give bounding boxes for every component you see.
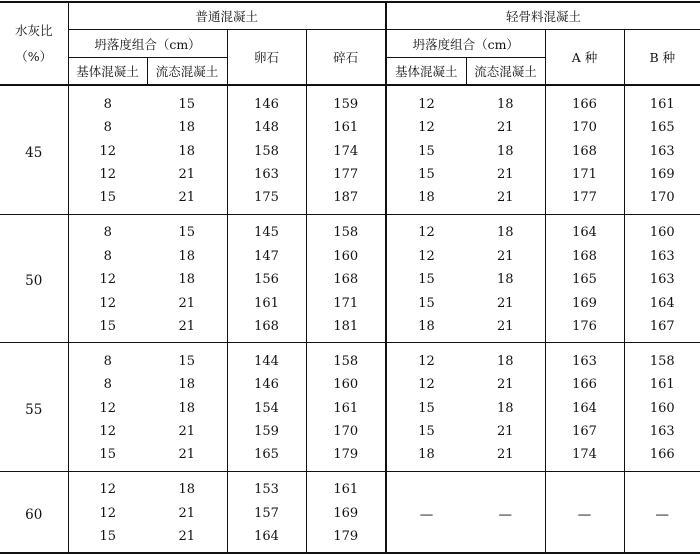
flow-slump-cell: 21: [178, 166, 196, 182]
flow-concrete-header: 流态混凝土: [147, 58, 227, 86]
flow-slump-cell: 21: [147, 525, 227, 553]
base-slump-cell: 8: [68, 245, 147, 268]
base-slump-cell: 8: [68, 116, 147, 139]
table-row: [0, 443, 700, 471]
flow-slump-cell: 21: [147, 443, 227, 471]
type-a-cell: 163: [545, 343, 624, 374]
flow-concrete-header-light: 流态混凝土: [466, 58, 545, 86]
flow-slump-cell: 18: [178, 400, 196, 416]
crushed-stone-cell: 168: [306, 268, 386, 291]
flow-slump-cell: 18: [178, 482, 196, 498]
pebble-cell: 154: [227, 397, 306, 420]
pebble-cell: 175: [227, 186, 306, 214]
pebble-cell: 158: [227, 139, 306, 162]
type-a-cell: 167: [545, 420, 624, 443]
base-slump-cell: 8: [68, 373, 147, 396]
pebble-cell: 146: [227, 85, 306, 116]
pebble-cell: 168: [227, 315, 306, 343]
type-a-header: A 种: [545, 30, 624, 86]
table-row: [0, 268, 700, 291]
flow-slump-cell: 21: [178, 295, 196, 311]
crushed-stone-cell: 158: [306, 214, 386, 245]
light-base-slump-cell: 12: [386, 214, 466, 245]
pebble-header: 卵石: [227, 30, 306, 86]
light-base-slump-cell: 12: [386, 245, 466, 268]
flow-slump-cell: 18: [178, 120, 196, 136]
table-row: [0, 315, 700, 343]
flow-slump-cell: 18: [178, 248, 196, 264]
table-row: [0, 214, 700, 245]
base-slump-cell: 12: [68, 163, 147, 186]
type-b-cell: 163: [624, 139, 700, 162]
flow-slump-cell: 21: [147, 186, 227, 214]
light-base-slump-cell: 12: [386, 116, 466, 139]
type-b-cell: 165: [624, 116, 700, 139]
light-base-slump-cell: 18: [386, 443, 466, 471]
type-b-cell: 161: [624, 373, 700, 396]
water-cement-ratio-cell: 55: [0, 343, 68, 472]
light-flow-slump-cell: 21: [466, 443, 545, 471]
type-b-cell: 164: [624, 291, 700, 314]
crushed-stone-cell: 170: [306, 420, 386, 443]
type-b-cell: 158: [624, 343, 700, 374]
pebble-cell: 163: [227, 163, 306, 186]
type-b-cell: 160: [624, 214, 700, 245]
pebble-cell: 165: [227, 443, 306, 471]
base-slump-cell: 8: [68, 214, 147, 245]
type-a-cell: 170: [545, 116, 624, 139]
base-slump-cell: 15: [68, 525, 147, 553]
flow-slump-cell: 15: [178, 96, 196, 112]
pebble-cell: 147: [227, 245, 306, 268]
pebble-cell: 156: [227, 268, 306, 291]
type-a-cell: 164: [545, 214, 624, 245]
light-flow-slump-cell: 21: [466, 315, 545, 343]
pebble-cell: 153: [227, 471, 306, 502]
flow-slump-cell: 15: [178, 225, 196, 241]
light-flow-slump-cell: 21: [496, 424, 514, 440]
base-slump-cell: 15: [68, 186, 147, 214]
base-concrete-header: 基体混凝土: [68, 58, 147, 86]
base-slump-cell: 12: [68, 502, 147, 525]
crushed-stone-cell: 161: [306, 397, 386, 420]
flow-slump-cell: 15: [178, 353, 196, 369]
base-slump-cell: 12: [68, 291, 147, 314]
flow-slump-cell: 21: [178, 424, 196, 440]
table-body: [0, 85, 700, 553]
base-slump-cell: 8: [68, 343, 147, 374]
type-b-cell: 170: [624, 186, 700, 214]
ordinary-concrete-header: 普通混凝土: [68, 2, 386, 30]
light-flow-slump-cell: 21: [496, 120, 514, 136]
light-flow-slump-cell: 18: [496, 225, 514, 241]
slump-data-table: [0, 1, 700, 554]
light-base-slump-cell: 15: [386, 268, 466, 291]
type-a-cell: 166: [545, 373, 624, 396]
table-row: [0, 85, 700, 116]
table-row: [0, 163, 700, 186]
pebble-cell: 157: [227, 502, 306, 525]
light-flow-slump-cell: 21: [496, 377, 514, 393]
base-slump-cell: 8: [68, 85, 147, 116]
light-base-slump-cell: 18: [386, 315, 466, 343]
flow-slump-cell: 18: [178, 377, 196, 393]
type-a-cell: 171: [545, 163, 624, 186]
table-row: [0, 245, 700, 268]
crushed-stone-cell: 161: [306, 471, 386, 502]
light-flow-slump-cell: 18: [496, 400, 514, 416]
light-base-slump-dash-cell: —: [386, 471, 466, 553]
crushed-stone-cell: 181: [306, 315, 386, 343]
base-slump-cell: 12: [68, 420, 147, 443]
crushed-stone-header: 碎石: [306, 30, 386, 86]
crushed-stone-cell: 171: [306, 291, 386, 314]
type-b-cell: 169: [624, 163, 700, 186]
base-concrete-header-light: 基体混凝土: [386, 58, 466, 86]
table-row: [0, 116, 700, 139]
base-slump-cell: 15: [68, 443, 147, 471]
crushed-stone-cell: 159: [306, 85, 386, 116]
type-b-cell: 163: [624, 420, 700, 443]
crushed-stone-cell: 158: [306, 343, 386, 374]
table-header: [0, 2, 700, 85]
type-b-cell: 161: [624, 85, 700, 116]
pebble-cell: 146: [227, 373, 306, 396]
crushed-stone-cell: 161: [306, 116, 386, 139]
crushed-stone-cell: 169: [306, 502, 386, 525]
table-row: [0, 373, 700, 396]
flow-slump-cell: 21: [147, 315, 227, 343]
type-a-cell: 168: [545, 139, 624, 162]
water-cement-ratio-header: [0, 2, 68, 85]
base-slump-cell: 12: [68, 471, 147, 502]
light-flow-slump-cell: 21: [496, 295, 514, 311]
type-a-cell: 174: [545, 443, 624, 471]
water-cement-ratio-cell: 50: [0, 214, 68, 343]
pebble-cell: 144: [227, 343, 306, 374]
table-row: [0, 291, 700, 314]
light-base-slump-cell: 12: [386, 85, 466, 116]
water-cement-ratio-cell: 45: [0, 85, 68, 214]
type-b-cell: 167: [624, 315, 700, 343]
crushed-stone-cell: 174: [306, 139, 386, 162]
pebble-cell: 164: [227, 525, 306, 553]
water-cement-ratio-label: 水灰比: [14, 22, 53, 38]
pebble-cell: 145: [227, 214, 306, 245]
light-base-slump-cell: 18: [386, 186, 466, 214]
crushed-stone-cell: 160: [306, 245, 386, 268]
type-b-cell: 166: [624, 443, 700, 471]
slump-combo-light-header: 坍落度组合（cm）: [386, 30, 545, 58]
light-base-slump-cell: 12: [386, 373, 466, 396]
type-a-cell: 176: [545, 315, 624, 343]
water-cement-ratio-unit: （%）: [15, 48, 53, 64]
light-flow-slump-cell: 18: [496, 96, 514, 112]
base-slump-cell: 15: [68, 315, 147, 343]
light-base-slump-cell: 15: [386, 397, 466, 420]
type-a-cell: 166: [545, 85, 624, 116]
type-a-cell: 165: [545, 268, 624, 291]
light-flow-slump-cell: 18: [496, 272, 514, 288]
water-cement-ratio-cell: 60: [0, 471, 68, 553]
flow-slump-cell: 18: [178, 272, 196, 288]
pebble-cell: 159: [227, 420, 306, 443]
light-base-slump-cell: 15: [386, 420, 466, 443]
base-slump-cell: 12: [68, 139, 147, 162]
crushed-stone-cell: 187: [306, 186, 386, 214]
table-row: [0, 420, 700, 443]
type-b-dash-cell: —: [624, 471, 700, 553]
table-row: [0, 186, 700, 214]
light-base-slump-cell: 15: [386, 139, 466, 162]
crushed-stone-cell: 160: [306, 373, 386, 396]
type-a-cell: 164: [545, 397, 624, 420]
light-flow-slump-cell: 18: [496, 143, 514, 159]
table-row: [0, 471, 700, 502]
type-b-cell: 163: [624, 245, 700, 268]
type-a-dash-cell: —: [545, 471, 624, 553]
lightweight-concrete-header: 轻骨料混凝土: [386, 2, 700, 30]
light-flow-slump-cell: 21: [496, 248, 514, 264]
pebble-cell: 161: [227, 291, 306, 314]
type-b-cell: 163: [624, 268, 700, 291]
slump-combo-ordinary-header: 坍落度组合（cm）: [68, 30, 227, 58]
crushed-stone-cell: 179: [306, 525, 386, 553]
light-flow-slump-cell: 21: [466, 186, 545, 214]
base-slump-cell: 12: [68, 268, 147, 291]
pebble-cell: 148: [227, 116, 306, 139]
light-flow-slump-cell: 21: [496, 166, 514, 182]
table-row: [0, 343, 700, 374]
light-flow-slump-cell: 18: [496, 353, 514, 369]
flow-slump-cell: 21: [178, 505, 196, 521]
base-slump-cell: 12: [68, 397, 147, 420]
light-base-slump-cell: 15: [386, 163, 466, 186]
table-row: [0, 397, 700, 420]
type-b-header: B 种: [624, 30, 700, 86]
type-b-cell: 160: [624, 397, 700, 420]
type-a-cell: 169: [545, 291, 624, 314]
crushed-stone-cell: 177: [306, 163, 386, 186]
light-base-slump-cell: 12: [386, 343, 466, 374]
light-base-slump-cell: 15: [386, 291, 466, 314]
type-a-cell: 168: [545, 245, 624, 268]
flow-slump-cell: 18: [178, 143, 196, 159]
crushed-stone-cell: 179: [306, 443, 386, 471]
table-row: [0, 139, 700, 162]
light-flow-slump-dash-cell: —: [466, 471, 545, 553]
type-a-cell: 177: [545, 186, 624, 214]
